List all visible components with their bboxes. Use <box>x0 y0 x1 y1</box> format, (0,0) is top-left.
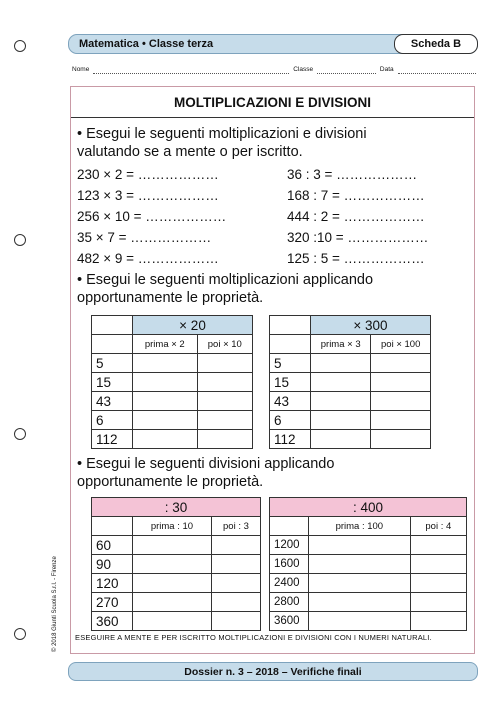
table-cell: 360 <box>92 612 133 631</box>
answer-cell[interactable] <box>211 612 260 631</box>
date-label: Data <box>379 66 394 73</box>
operation[interactable]: 36 : 3 = ……………… <box>287 167 418 182</box>
table-cell: 5 <box>92 354 133 373</box>
worksheet-frame <box>70 86 475 654</box>
operations-list <box>77 167 467 272</box>
table-cell: 43 <box>270 392 311 411</box>
name-label: Nome <box>72 66 90 73</box>
scheda-label: Scheda B <box>394 34 478 54</box>
title-divider <box>71 117 474 118</box>
mult-table-20 <box>91 315 253 449</box>
instruction-2-line: • Esegui le seguenti moltiplicazioni applicando <box>77 272 374 288</box>
answer-cell[interactable] <box>311 354 371 373</box>
operation[interactable]: 123 × 3 = ……………… <box>77 188 219 203</box>
column-header: poi × 100 <box>371 335 431 354</box>
operation[interactable]: 482 × 9 = ……………… <box>77 251 219 266</box>
table-header: : 400 <box>270 498 467 517</box>
answer-cell[interactable] <box>410 555 466 574</box>
answer-cell[interactable] <box>133 612 212 631</box>
answer-cell[interactable] <box>410 536 466 555</box>
instruction-3-line: opportunamente le proprietà. <box>77 474 264 490</box>
column-header: prima × 3 <box>311 335 371 354</box>
answer-cell[interactable] <box>311 411 371 430</box>
answer-cell[interactable] <box>211 536 260 555</box>
answer-cell[interactable] <box>133 593 212 612</box>
table-cell: 1600 <box>270 555 309 574</box>
worksheet-title: MOLTIPLICAZIONI E DIVISIONI <box>173 95 371 110</box>
answer-cell[interactable] <box>309 555 411 574</box>
table-cell: 15 <box>270 373 311 392</box>
answer-cell[interactable] <box>133 574 212 593</box>
table-cell: 6 <box>270 411 311 430</box>
table-cell: 5 <box>270 354 311 373</box>
answer-cell[interactable] <box>309 574 411 593</box>
answer-cell[interactable] <box>371 411 431 430</box>
copyright-text: © 2018 Giunti Scuola S.r.l. - Firenze <box>52 556 58 652</box>
column-header: prima × 2 <box>133 335 198 354</box>
table-cell: 43 <box>92 392 133 411</box>
instruction-1-line: valutando se a mente o per iscritto. <box>77 144 303 160</box>
operation-row <box>77 209 467 230</box>
table-cell: 2400 <box>270 574 309 593</box>
date-field[interactable] <box>398 66 476 74</box>
answer-cell[interactable] <box>133 536 212 555</box>
answer-cell[interactable] <box>133 354 198 373</box>
answer-cell[interactable] <box>197 392 252 411</box>
table-cell: 120 <box>92 574 133 593</box>
answer-cell[interactable] <box>211 593 260 612</box>
table-cell: 112 <box>270 430 311 449</box>
operation[interactable]: 35 × 7 = ……………… <box>77 230 212 245</box>
table-cell: 112 <box>92 430 133 449</box>
answer-cell[interactable] <box>371 373 431 392</box>
table-header: × 20 <box>133 316 253 335</box>
answer-cell[interactable] <box>133 555 212 574</box>
instruction-3-line: • Esegui le seguenti divisioni applicando <box>77 456 335 472</box>
answer-cell[interactable] <box>311 373 371 392</box>
column-header: prima : 100 <box>309 517 411 536</box>
answer-cell[interactable] <box>410 612 466 631</box>
operation-row <box>77 167 467 188</box>
operation-row <box>77 188 467 209</box>
answer-cell[interactable] <box>371 430 431 449</box>
answer-cell[interactable] <box>197 430 252 449</box>
answer-cell[interactable] <box>133 373 198 392</box>
operation[interactable]: 320 :10 = ……………… <box>287 230 429 245</box>
table-cell: 2800 <box>270 593 309 612</box>
answer-cell[interactable] <box>311 392 371 411</box>
operation[interactable]: 444 : 2 = ……………… <box>287 209 425 224</box>
answer-cell[interactable] <box>371 354 431 373</box>
answer-cell[interactable] <box>211 555 260 574</box>
table-cell: 270 <box>92 593 133 612</box>
table-header: × 300 <box>311 316 431 335</box>
answer-cell[interactable] <box>371 392 431 411</box>
table-header: : 30 <box>92 498 261 517</box>
operation-row <box>77 230 467 251</box>
instruction-1 <box>77 125 367 161</box>
table-cell: 1200 <box>270 536 309 555</box>
binder-hole <box>14 234 26 246</box>
objective-note: ESEGUIRE A MENTE E PER ISCRITTO MOLTIPLICAZIONI E DIVISIONI CON I NUMERI NATURALI. <box>75 633 432 642</box>
subject-label: Matematica • Classe terza <box>79 38 214 50</box>
answer-cell[interactable] <box>197 411 252 430</box>
instruction-1-line: • Esegui le seguenti moltiplicazioni e divisioni <box>77 126 367 142</box>
answer-cell[interactable] <box>311 430 371 449</box>
answer-cell[interactable] <box>309 612 411 631</box>
answer-cell[interactable] <box>197 373 252 392</box>
mult-table-300 <box>269 315 431 449</box>
operation[interactable]: 168 : 7 = ……………… <box>287 188 425 203</box>
column-header: prima : 10 <box>133 517 212 536</box>
operation[interactable]: 125 : 5 = ……………… <box>287 251 425 266</box>
header-bar <box>68 34 478 54</box>
table-cell: 15 <box>92 373 133 392</box>
instruction-3 <box>77 455 334 491</box>
table-cell: 6 <box>92 411 133 430</box>
answer-cell[interactable] <box>410 574 466 593</box>
binder-hole <box>14 628 26 640</box>
instruction-2 <box>77 271 373 307</box>
div-table-30 <box>91 497 261 631</box>
student-info-row <box>72 66 476 74</box>
table-cell: 3600 <box>270 612 309 631</box>
class-label: Classe <box>293 66 314 73</box>
answer-cell[interactable] <box>309 593 411 612</box>
binder-hole <box>14 428 26 440</box>
binder-hole <box>14 40 26 52</box>
instruction-2-line: opportunamente le proprietà. <box>77 290 264 306</box>
answer-cell[interactable] <box>133 411 198 430</box>
answer-cell[interactable] <box>309 536 411 555</box>
name-field[interactable] <box>93 66 289 74</box>
answer-cell[interactable] <box>211 574 260 593</box>
table-cell: 90 <box>92 555 133 574</box>
column-header: poi : 3 <box>211 517 260 536</box>
div-table-400 <box>269 497 467 631</box>
answer-cell[interactable] <box>133 392 198 411</box>
operation[interactable]: 256 × 10 = ……………… <box>77 209 227 224</box>
answer-cell[interactable] <box>197 354 252 373</box>
answer-cell[interactable] <box>410 593 466 612</box>
class-field[interactable] <box>317 66 376 74</box>
footer-bar: Dossier n. 3 – 2018 – Verifiche finali <box>68 662 478 681</box>
operation[interactable]: 230 × 2 = ……………… <box>77 167 219 182</box>
column-header: poi × 10 <box>197 335 252 354</box>
answer-cell[interactable] <box>133 430 198 449</box>
operation-row <box>77 251 467 272</box>
table-cell: 60 <box>92 536 133 555</box>
column-header: poi : 4 <box>410 517 466 536</box>
